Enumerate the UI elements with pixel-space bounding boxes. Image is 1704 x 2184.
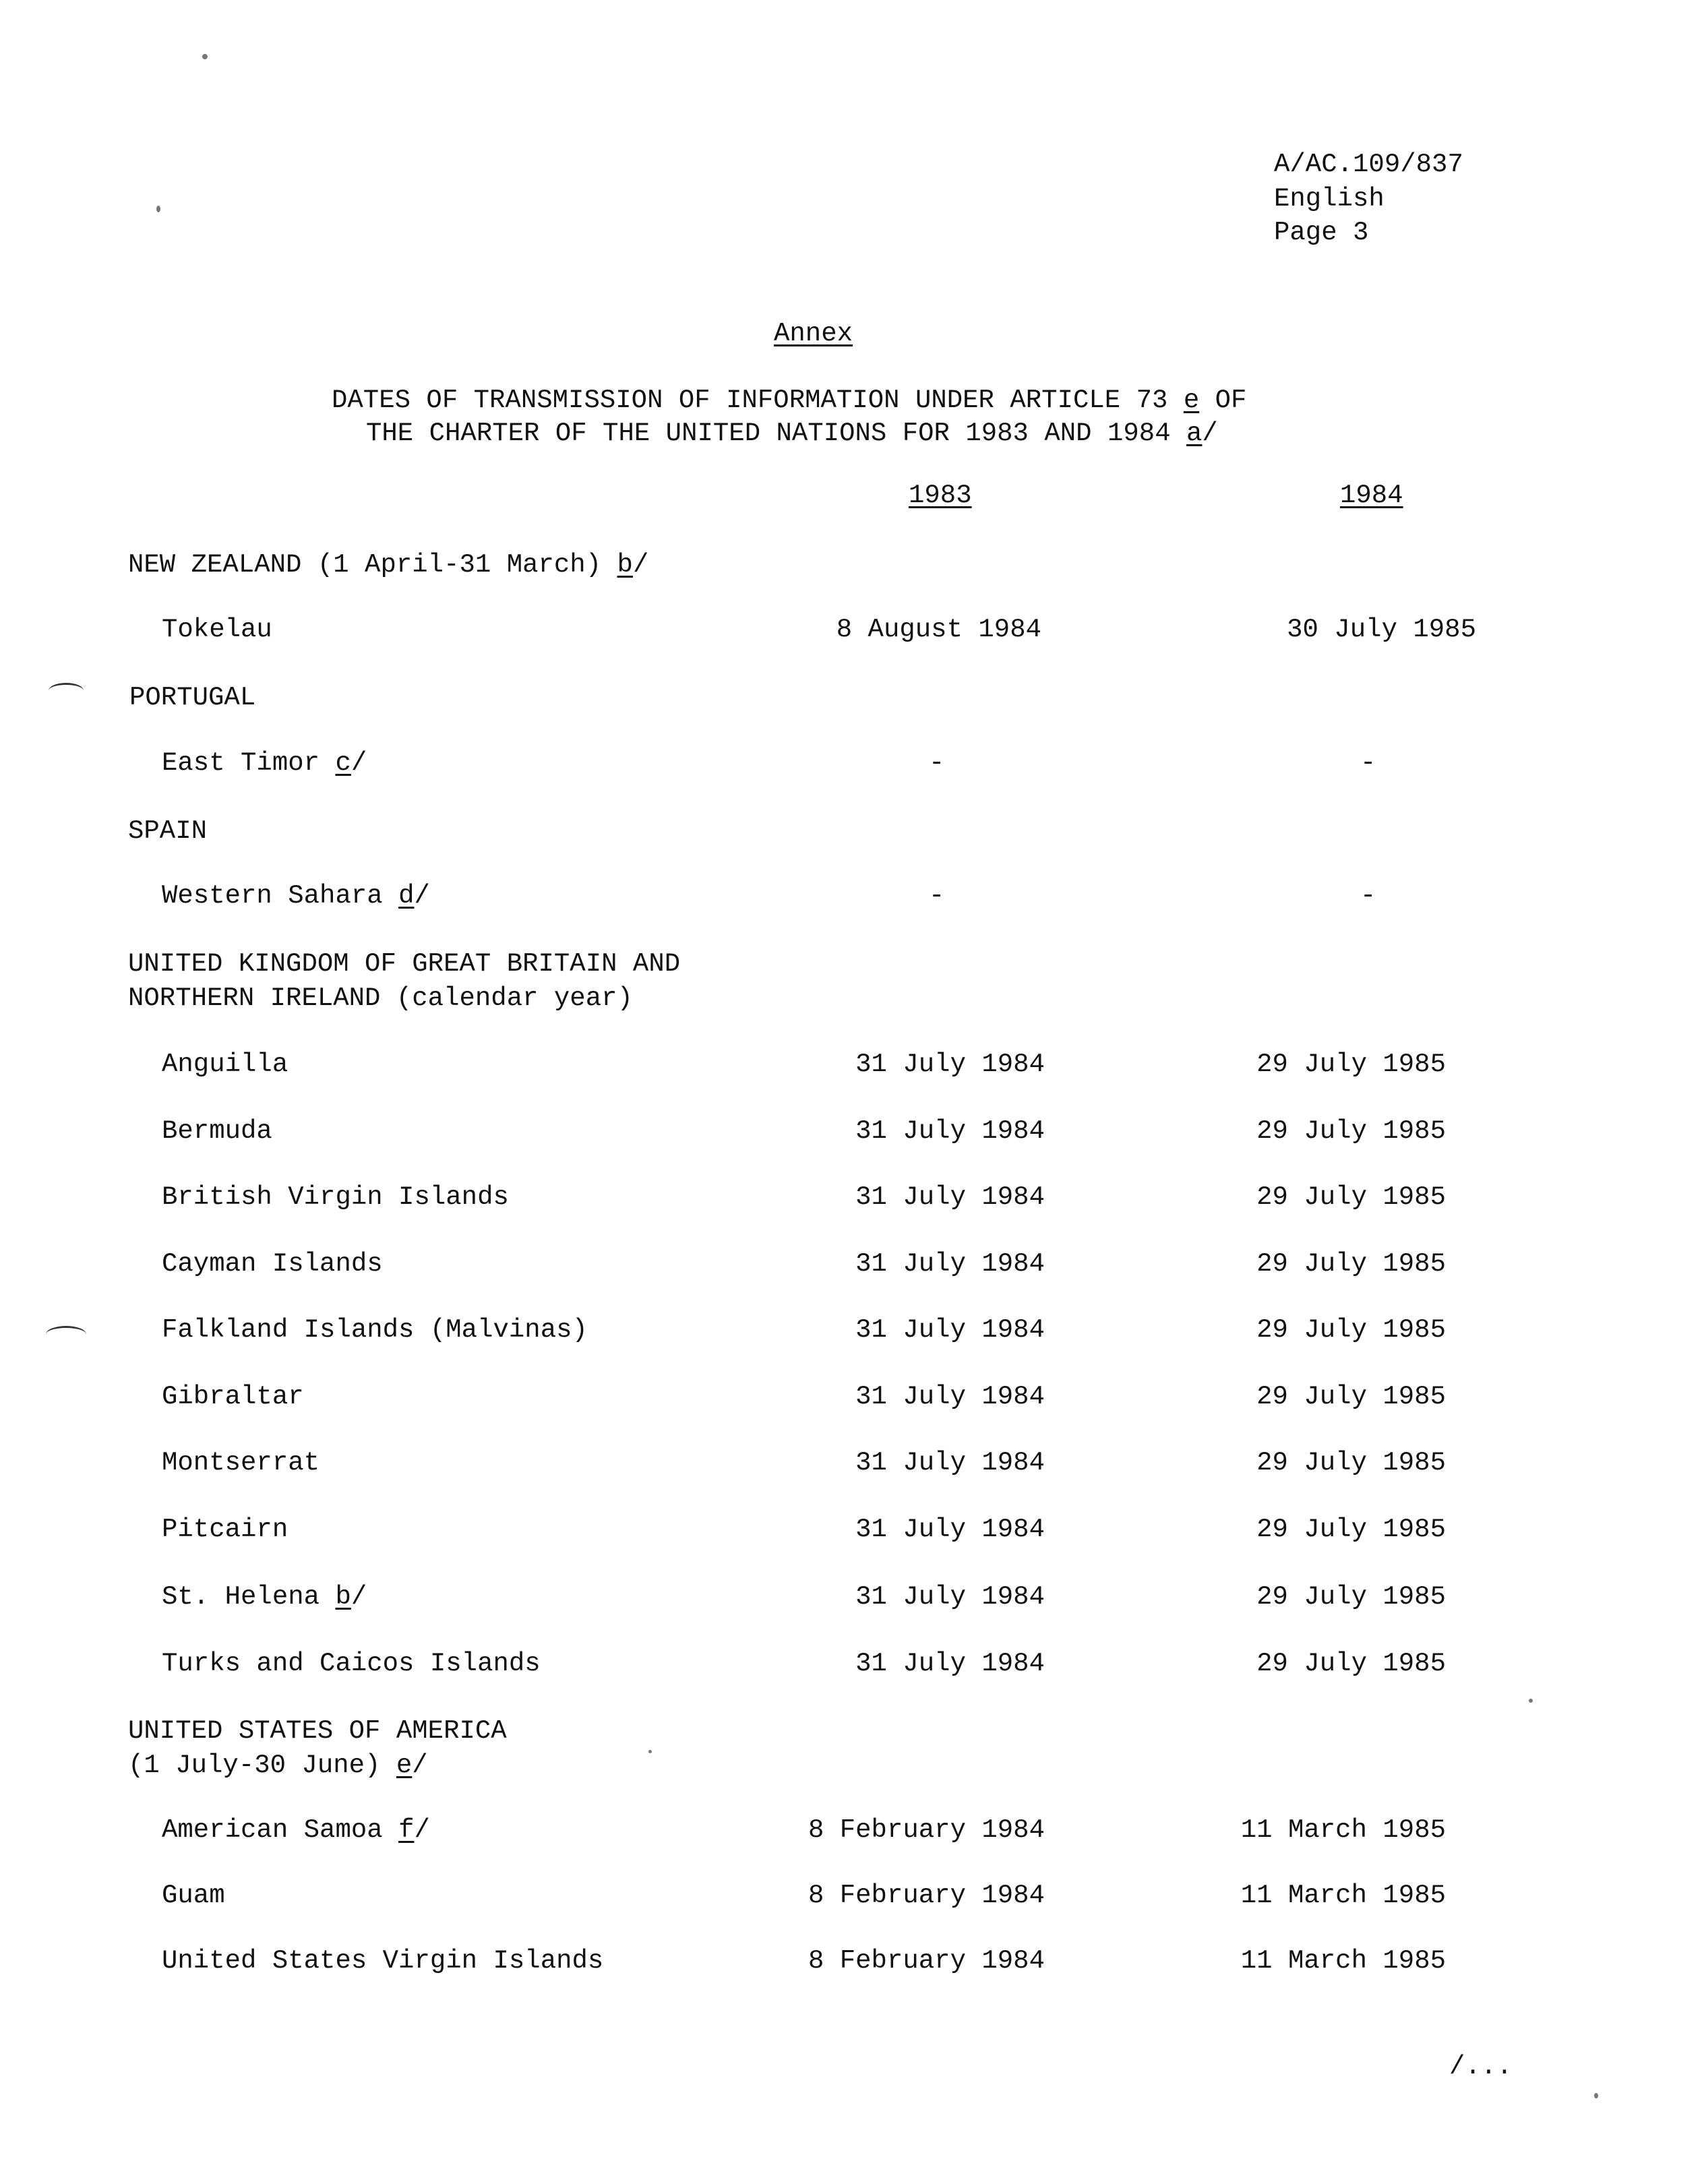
section-heading-united-states: UNITED STATES OF AMERICA <box>128 1716 507 1746</box>
territory-name-suffix: / <box>351 748 367 778</box>
value-1984: 29 July 1985 <box>1256 1249 1446 1279</box>
footnote-ref-b: b <box>335 1582 351 1612</box>
heading-text: NEW ZEALAND (1 April-31 March) <box>128 550 617 580</box>
territory-name: Bermuda <box>162 1116 272 1146</box>
territory-name: American Samoa f/ <box>162 1815 430 1845</box>
scan-mark <box>49 683 84 698</box>
territory-name: St. Helena b/ <box>162 1582 367 1612</box>
value-1984: 11 March 1985 <box>1240 1815 1446 1845</box>
title-line-2-text: THE CHARTER OF THE UNITED NATIONS FOR 1983 AND 1984 <box>366 419 1186 448</box>
scan-speck <box>648 1750 652 1753</box>
value-1984: 29 July 1985 <box>1256 1649 1446 1678</box>
document-language: English <box>1274 184 1384 214</box>
annex-title-line-2 <box>366 421 1218 447</box>
heading-suffix: / <box>632 550 649 580</box>
section-heading-united-states-line-2 <box>128 1753 428 1779</box>
title-line-2-suffix: / <box>1202 419 1218 448</box>
value-1984-dash: - <box>1360 748 1376 778</box>
value-1983: 31 July 1984 <box>855 1116 1045 1146</box>
value-1983: 31 July 1984 <box>855 1448 1045 1478</box>
value-1983: 8 August 1984 <box>836 615 1041 644</box>
value-1983-dash: - <box>929 881 945 911</box>
territory-name: Anguilla <box>162 1050 288 1079</box>
value-1984: 29 July 1985 <box>1256 1382 1446 1412</box>
footnote-ref-d: d <box>398 881 415 911</box>
column-header-1983: 1983 <box>909 481 972 510</box>
value-1984: 30 July 1985 <box>1287 615 1476 644</box>
scan-speck <box>1594 2093 1598 2098</box>
footnote-ref-e: e <box>396 1751 413 1780</box>
heading-text: (1 July-30 June) <box>128 1751 396 1780</box>
territory-name: Gibraltar <box>162 1382 304 1412</box>
scan-speck <box>202 54 208 59</box>
value-1984: 29 July 1985 <box>1256 1182 1446 1212</box>
scan-speck <box>156 206 160 212</box>
value-1984: 29 July 1985 <box>1256 1050 1446 1079</box>
value-1983: 8 February 1984 <box>808 1881 1045 1910</box>
value-1984: 29 July 1985 <box>1256 1315 1446 1345</box>
value-1983: 31 July 1984 <box>855 1315 1045 1345</box>
territory-name-text: American Samoa <box>162 1815 383 1845</box>
continuation-marker: /... <box>1449 2052 1513 2082</box>
page-number: Page 3 <box>1274 218 1369 247</box>
value-1983: 31 July 1984 <box>855 1050 1045 1079</box>
territory-name: United States Virgin Islands <box>162 1946 604 1976</box>
territory-name-suffix: / <box>414 881 430 911</box>
footnote-ref-a: a <box>1186 419 1203 448</box>
scan-mark <box>46 1326 86 1343</box>
value-1984-dash: - <box>1360 881 1376 911</box>
territory-name: Turks and Caicos Islands <box>162 1649 541 1678</box>
territory-name: Guam <box>162 1881 225 1910</box>
title-line-1-suffix: OF <box>1199 386 1247 415</box>
footnote-ref-f: f <box>398 1815 415 1845</box>
annex-title-line-1 <box>332 388 1246 414</box>
annex-label: Annex <box>774 319 853 348</box>
section-heading-united-kingdom: UNITED KINGDOM OF GREAT BRITAIN AND <box>128 949 681 979</box>
heading-suffix: / <box>412 1751 428 1780</box>
territory-name: Falkland Islands (Malvinas) <box>162 1315 588 1345</box>
value-1983-dash: - <box>929 748 945 778</box>
value-1983: 31 July 1984 <box>855 1382 1045 1412</box>
column-header-1984: 1984 <box>1340 481 1403 510</box>
territory-name: Cayman Islands <box>162 1249 383 1279</box>
value-1983: 31 July 1984 <box>855 1649 1045 1678</box>
value-1983: 31 July 1984 <box>855 1515 1045 1544</box>
section-heading-united-kingdom-line-2: NORTHERN IRELAND (calendar year) <box>128 983 633 1013</box>
territory-name-text: East Timor <box>162 748 336 778</box>
value-1984: 29 July 1985 <box>1256 1116 1446 1146</box>
value-1983: 31 July 1984 <box>855 1582 1045 1612</box>
value-1984: 11 March 1985 <box>1240 1881 1446 1910</box>
section-heading-new-zealand <box>128 552 648 578</box>
territory-name: Pitcairn <box>162 1515 288 1544</box>
value-1984: 29 July 1985 <box>1256 1515 1446 1544</box>
territory-name-text: Western Sahara <box>162 881 399 911</box>
value-1984: 29 July 1985 <box>1256 1582 1446 1612</box>
footnote-ref-e: e <box>1183 386 1200 415</box>
territory-name: British Virgin Islands <box>162 1182 509 1212</box>
section-heading-spain: SPAIN <box>128 816 208 846</box>
document-symbol: A/AC.109/837 <box>1274 150 1463 179</box>
title-line-1-text: DATES OF TRANSMISSION OF INFORMATION UNDER ARTICLE 73 <box>332 386 1184 415</box>
value-1983: 8 February 1984 <box>808 1815 1045 1845</box>
territory-name: Montserrat <box>162 1448 320 1478</box>
territory-name-text: St. Helena <box>162 1582 320 1612</box>
territory-name <box>162 883 430 909</box>
footnote-ref-c: c <box>335 748 351 778</box>
value-1983: 31 July 1984 <box>855 1182 1045 1212</box>
value-1984: 29 July 1985 <box>1256 1448 1446 1478</box>
value-1983: 31 July 1984 <box>855 1249 1045 1279</box>
territory-name <box>162 750 367 777</box>
footnote-ref-b: b <box>617 550 633 580</box>
value-1984: 11 March 1985 <box>1240 1946 1446 1976</box>
value-1983: 8 February 1984 <box>808 1946 1045 1976</box>
scan-speck <box>1529 1699 1533 1703</box>
section-heading-portugal: PORTUGAL <box>129 683 256 712</box>
territory-name: Tokelau <box>162 615 272 644</box>
